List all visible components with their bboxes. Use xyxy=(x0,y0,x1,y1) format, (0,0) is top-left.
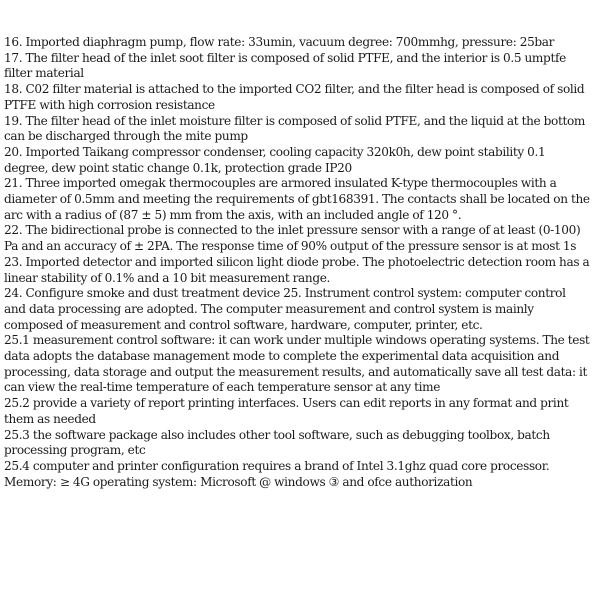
spec-item-20: 20. Imported Taikang compressor condenser, cooling capacity 320k0h, dew point stability 0.1 degree, dew point static change 0.1k, protection grade IP20 xyxy=(4,144,546,175)
spec-item-16: 16. Imported diaphragm pump, flow rate: 33umin, vacuum degree: 700mmhg, pressure: 25bar xyxy=(4,35,555,49)
document-body xyxy=(4,35,590,490)
spec-item-17: 17. The filter head of the inlet soot filter is composed of solid PTFE, and the interior is 0.5 umptfe filter material xyxy=(4,50,566,81)
spec-item-25-1: 25.1 measurement control software: it can work under multiple windows operating systems. The test data adopts the database management mode to complete the experimental data acquisition and processing, data storage and output the measurement results, and automatically save all test data: it can view the real-time temperature of each temperature sensor at any time xyxy=(4,333,590,395)
spec-item-19: 19. The filter head of the inlet moisture filter is composed of solid PTFE, and the liquid at the bottom can be discharged through the mite pump xyxy=(4,113,586,144)
spec-item-25-2: 25.2 provide a variety of report printing interfaces. Users can edit reports in any format and print them as needed xyxy=(4,396,569,426)
spec-item-18: 18. C02 filter material is attached to the imported CO2 filter, and the filter head is composed of solid PTFE with high corrosion resistance xyxy=(4,82,585,112)
spec-item-25-3: 25.3 the software package also includes other tool software, such as debugging toolbox, batch processing program, etc xyxy=(4,427,550,458)
spec-item-24: 24. Configure smoke and dust treatment device 25. Instrument control system: computer control and data processing are adopted. The computer measurement and control system is mainly composed of measurement and control software, hardware, computer, printer, etc. xyxy=(4,286,566,332)
spec-item-23: 23. Imported detector and imported silicon light diode probe. The photoelectric detection room has a linear stability of 0.1% and a 10 bit measurement range. xyxy=(4,254,590,285)
spec-item-21: 21. Three imported omegak thermocouples are armored insulated K-type thermocouples with a diameter of 0.5mm and meeting the requirements of gbt168391. The contacts shall be located on the arc with a radius of (87 ± 5) mm from the axis, with an included angle of 120 °. xyxy=(4,176,590,222)
spec-item-22: 22. The bidirectional probe is connected to the inlet pressure sensor with a range of at least (0-100) Pa and an accuracy of ± 2PA. The response time of 90% output of the pressure sensor is at most 1s xyxy=(4,223,581,254)
spec-item-25-4: 25.4 computer and printer configuration requires a brand of Intel 3.1ghz quad core processor. Memory: ≥ 4G operating system: Microsoft @ windows ③ and ofce authorization xyxy=(4,458,550,489)
